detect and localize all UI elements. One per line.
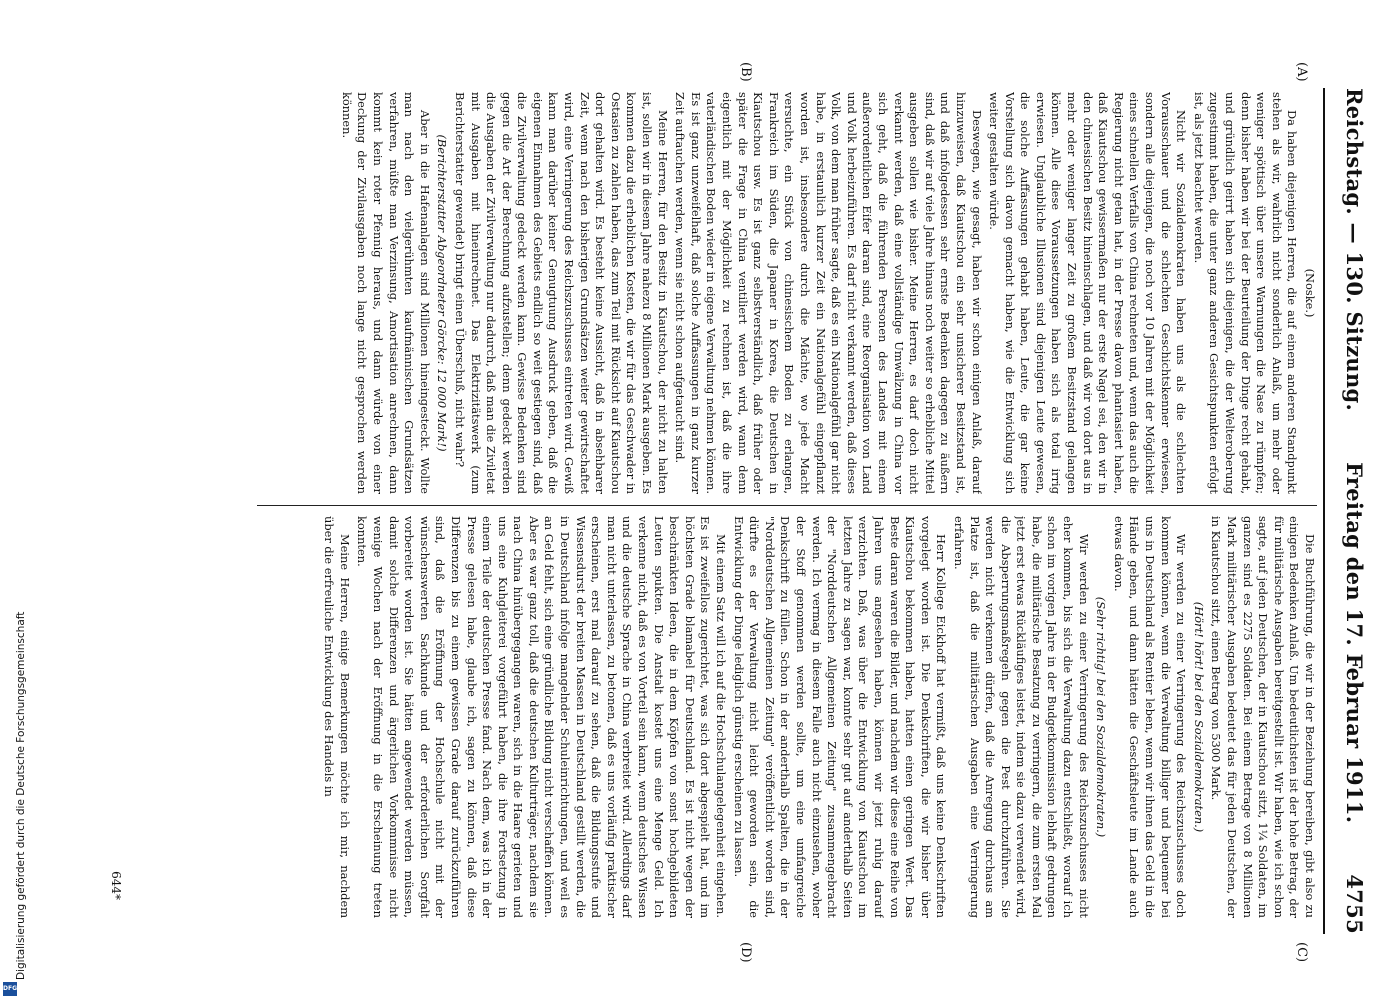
interjection: (Hört! hört! bei den Sozialdemokraten.) <box>1191 601 1206 833</box>
margin-mark-a: (A) <box>1294 62 1309 82</box>
column-divider <box>257 505 1317 506</box>
paragraph: Meine Herren, einige Bemerkungen möchte ich mir, nachdem über die erfreuliche Entwicklung des Handels in <box>322 516 352 918</box>
header-center: Freitag den 17. Februar 1911. <box>1342 462 1368 824</box>
text-column-right <box>257 516 1317 918</box>
margin-mark-d: (D) <box>738 942 753 963</box>
text-column-left <box>257 92 1317 494</box>
header-rule <box>1323 88 1325 934</box>
paragraph: Aber in die Hafenanlagen sind Millionen hineingesteckt. Wollte man nach den vielgerühmten kaufmännischen Grundsätzen verfahren, müßte man Verzinsung, Amortisation anrechnen, dann kommt kein roter Pfennig heraus, und dann würde von einer Deckung der Zivilausgaben noch lange nicht gesprochen werden können. <box>339 92 432 494</box>
paragraph: Deswegen, wie gesagt, haben wir schon einigen Anlaß, darauf hinzuweisen, daß Kiautschou ein sehr unsicherer Besitzstand ist, und daß infolgedessen sehr ernste Bedenken dagegen zu äußern sind, daß wir auf viele Jahre hinaus noch weiter so erhebliche Mittel ausgeben sollen wie bisher. Meine Herren, es darf doch nicht verkannt werden, daß eine vollständige Umwälzung in China vor sich geht, daß die führenden Personen des Landes mit einem außerordentlichen Eifer daran sind, eine Reorganisation von Land und Volk herbeizuführen. Es darf nicht verkannt werden, daß dieses Volk, von dem man früher sagte, daß es ein Nationalgefühl gar nicht habe, in erstaunlich kurzer Zeit ein Nationalgefühl eingepflanzt worden ist, insbesondere durch die Mächte, wo jede Macht versuchte, ein Stück von chinesischem Boden zu erlangen, Frankreich im Süden, die Japaner in Korea, die Deutschen in Kiautschou usw. Es ist ganz selbstverständlich, daß früher oder später die Frage in China ventiliert werden wird, wann denn eigentlich mit der Möglichkeit zu rechnen ist, daß die ihre vaterländischen Boden wieder in eigene Verwaltung nehmen können. Es ist ganz unzweifelhaft, daß solche Auffassungen in ganz kurzer Zeit auftauchen werden, wenn sie nicht schon aufgetaucht sind. <box>673 92 984 494</box>
credit-line: Digitalisierung gefördert durch die Deutsche Forschungsgemeinschaft <box>15 611 27 980</box>
paragraph: Die Buchführung, die wir in der Beziehung bereiben, gibt also zu einigen Bedenken Anlaß. Um bedeutlichsten ist der hohe Betrag, der für militärische Ausgaben bereitgestellt ist. Wir haben, wie ich schon sagte, auf jeden Deutschen, der in Kiautschou sitzt, 1¼ Soldaten, im ganzen sind es 2275 Soldaten. Bei einem Betrage von 8 Millionen Mark militärischer Ausgaben bedeutet das für jeden Deutschen, der in Kiautschou sitzt, einen Betrag von 5300 Mark. <box>1209 516 1317 918</box>
interjection: (Sehr richtig! bei den Sozialdemokraten.) <box>1094 596 1109 838</box>
margin-mark-b: (B) <box>738 62 753 82</box>
dfg-logo-icon: DFG <box>3 982 17 996</box>
paragraph: Mit einem Satz will ich auf die Hochschulangelegenheit eingehen. Es ist zweifellos zugerichtet, was sich dort abgespielt hat, und im höchsten Grade blamabel für Deutschland. Es ist nicht wegen der beschränkten Ideen, die in dem Köpfen von sonst hochgebildeten Leuten spukten. Die Anstalt kostet uns eine Menge Geld. Ich verkenne nicht, daß es von Vorteil sein kann, wenn deutsches Wissen und die deutsche Sprache in China verbreitet wird. Allerdings darf man nicht unterlassen, zu betonen, daß es uns vorläufig praktischer erscheinen, erst mal darauf zu sehen, daß die Bildungsstufe und Wissensdurst der breiten Massen in Deutschland gestillt werden, die in Deutschland infolge mangelnder Schuleinrichtungen, und weil es an Geld fehlt, sich eine gründliche Bildung nicht verschaffen können. Aber es war ganz toll, daß die deutschen Kulturträger, nachdem sie nach China hinübergegangen waren, sich in die Haare gerieten und uns eine Kuhgleiterei vorgeführt haben, die ihre Fortsetzung in einem Teile der deutschen Presse fand. Nach dem, was ich in der Presse gelesen habe, glaube ich, sagen zu können, daß diese Differenzen bis zu einem gewissen Grade darauf zurückzuführen sind, daß die Eröffnung der Hochschule nicht mit der wünschenswerten Sachkunde und der erforderlichen Sorgfalt vorbereitet worden ist. Sie hätten angewendet werden müssen, damit solche Differenzen und ärgerlichen Vorkommnisse nicht wenige Wochen nach der Eröffnung in die Erscheinung treten konnten. <box>355 516 729 918</box>
paragraph: Herr Kollege Eickhoff hat vermißt, daß uns keine Denkschriften vorgelegt worden ist. Die Denkschriften, die wir bisher über Kiautschou bekommen haben, hatten einen geringen Wert. Das Beste daran waren die Bilder, und nachdem wir diese eine Reihe von Jahren uns angesehen haben, können wir jetzt ruhig darauf verzichten. Daß, was über die Entwicklung von Kiautschou im letzten Jahre zu sagen war, konnte sehr gut auf anderthalb Seiten der "Norddeutschen Allgemeinen Zeitung" zusammengebracht werden. Ich vermag in diesem Falle auch nicht einzusehen, woher der Stoff genommen werden sollte, um eine umfangreiche Denkschrift zu füllen. Schon in der anderthalb Spalten, die in der "Norddeutschen Allgemeinen Zeitung" veröffentlicht worden sind, dürfte es der Verwaltung nicht leicht geworden sein, die Entwicklung der Dinge lediglich günstig erscheinen zu lassen. <box>731 516 949 918</box>
paragraph: Wir werden zu einer Verringerung des Reichszuschusses doch kommen können, wenn die Verwaltung billiger und bequemer bei uns in Deutschland als Rentier leben, wenn wir ihnen das Geld in die Hände geben, und dann hätten die Geschäftsleute im Lande auch etwas davon. <box>1111 516 1189 918</box>
page-header <box>1327 88 1383 934</box>
page-number: 4755 <box>1342 874 1368 934</box>
speaker-name: (Noske.) <box>1303 268 1317 318</box>
paragraph: Nicht wir Sozialdemokraten haben uns als die schlechten Vorausschauer und die schlechten Geschichtskenner erwiesen, sondern alle diejenigen, die noch vor 10 Jahren mit der Möglichkeit eines schnellen Verfalls von China rechneten und, wenn das auch die Regierung nicht getan hat, in der Presse davon phantasiert haben, daß Kiautschou gewissermaßen nur der erste Nagel sei, den wir in den chinesischen Besitz hineinschlagen, und daß wir von dort aus in mehr oder weniger langer Zeit zu großem Besitzstand gelangen können. Alle diese Voraussetzungen haben sich als total irrig erwiesen. Unglaubliche Illusionen sind diejenigen Leute gewesen, die solche Auffassungen gehabt haben, Leute, die gar keine Vorstellung sich davon gemacht haben, wie die Entwicklung sich weiter gestalten würde. <box>987 92 1189 494</box>
footer-number: 644* <box>109 871 123 900</box>
paragraph: Wir werden zu einer Verringerung des Reichszuschusses nicht eher kommen, bis sich die Verwaltung dazu entschließt, worauf ich schon im vorigen Jahre in der Budgetkommission lebhaft gedrungen habe, die militärische Besatzung zu verringern, die zum ersten Mal jetzt erst etwas Rückläufiges leistet, indem sie dazu verwendet wird, die Absperrungsmaßregeln gegen die Pest durchzuführen. Sie werden nicht verkennen dürfen, daß die Anregung durchaus am Platze ist, daß die militärischen Ausgaben eine Verringerung erfahren. <box>951 516 1091 918</box>
margin-mark-c: (C) <box>1294 942 1309 963</box>
header-left: Reichstag. — 130. Sitzung. <box>1342 88 1368 412</box>
paragraph: Meine Herren, für den Besitz in Kiautschou, der nicht zu halten ist, sollen wir in diesem Jahre nahezu 8 Millionen Mark ausgeben. Es kommen dazu die erheblichen Kosten, die wir für das Geschwader in Ostasien zu zahlen haben, das zum Teil mit Rücksicht auf Kiautschou dort gehalten wird. Es besteht keine Aussicht, daß in absehbarer Zeit, wenn nach den bisherigen Grundsätzen weiter gewirtschaftet wird, eine Verringerung des Reichszuschusses eintreten wird. Gewiß kann man darüber keiner Genugtuung Ausdruck geben, daß die eigenen Einnahmen des Gebiets endlich so weit gestiegen sind, daß die Zivilverwaltung gedeckt werden kann. Gewisse Bedenken sind gegen die Art der Berechnung aufzustellen; denn gedeckt werden die Ausgaben der Zivilverwaltung nur dadurch, daß man die Ziviletat mit Ausgaben mit hineinrechnet. Das Elektrizitätswerk (zum Berichterstatter gewendet) bringt einen Überschuß, nicht wahr? <box>452 92 670 494</box>
interjection: (Berichterstatter Abgeordneter Görcke: 12 000 Mark!) <box>435 134 450 452</box>
paragraph: Da haben diejenigen Herren, die auf einem anderen Standpunkt stehen als wir, wahrlich nicht sonderlich Anlaß, um mehr oder weniger spöttisch über unsere Warnungen die Nase zu rümpfen; denn bisher haben wir bei der Beurteilung der Dinge recht gehabt, und gründlich geirrt haben sich diejenigen, die der Welteroberung zugestimmt haben, die unter ganz anderen Gesichtspunkten erfolgt ist, als jetzt beachtet werden. <box>1191 92 1300 494</box>
